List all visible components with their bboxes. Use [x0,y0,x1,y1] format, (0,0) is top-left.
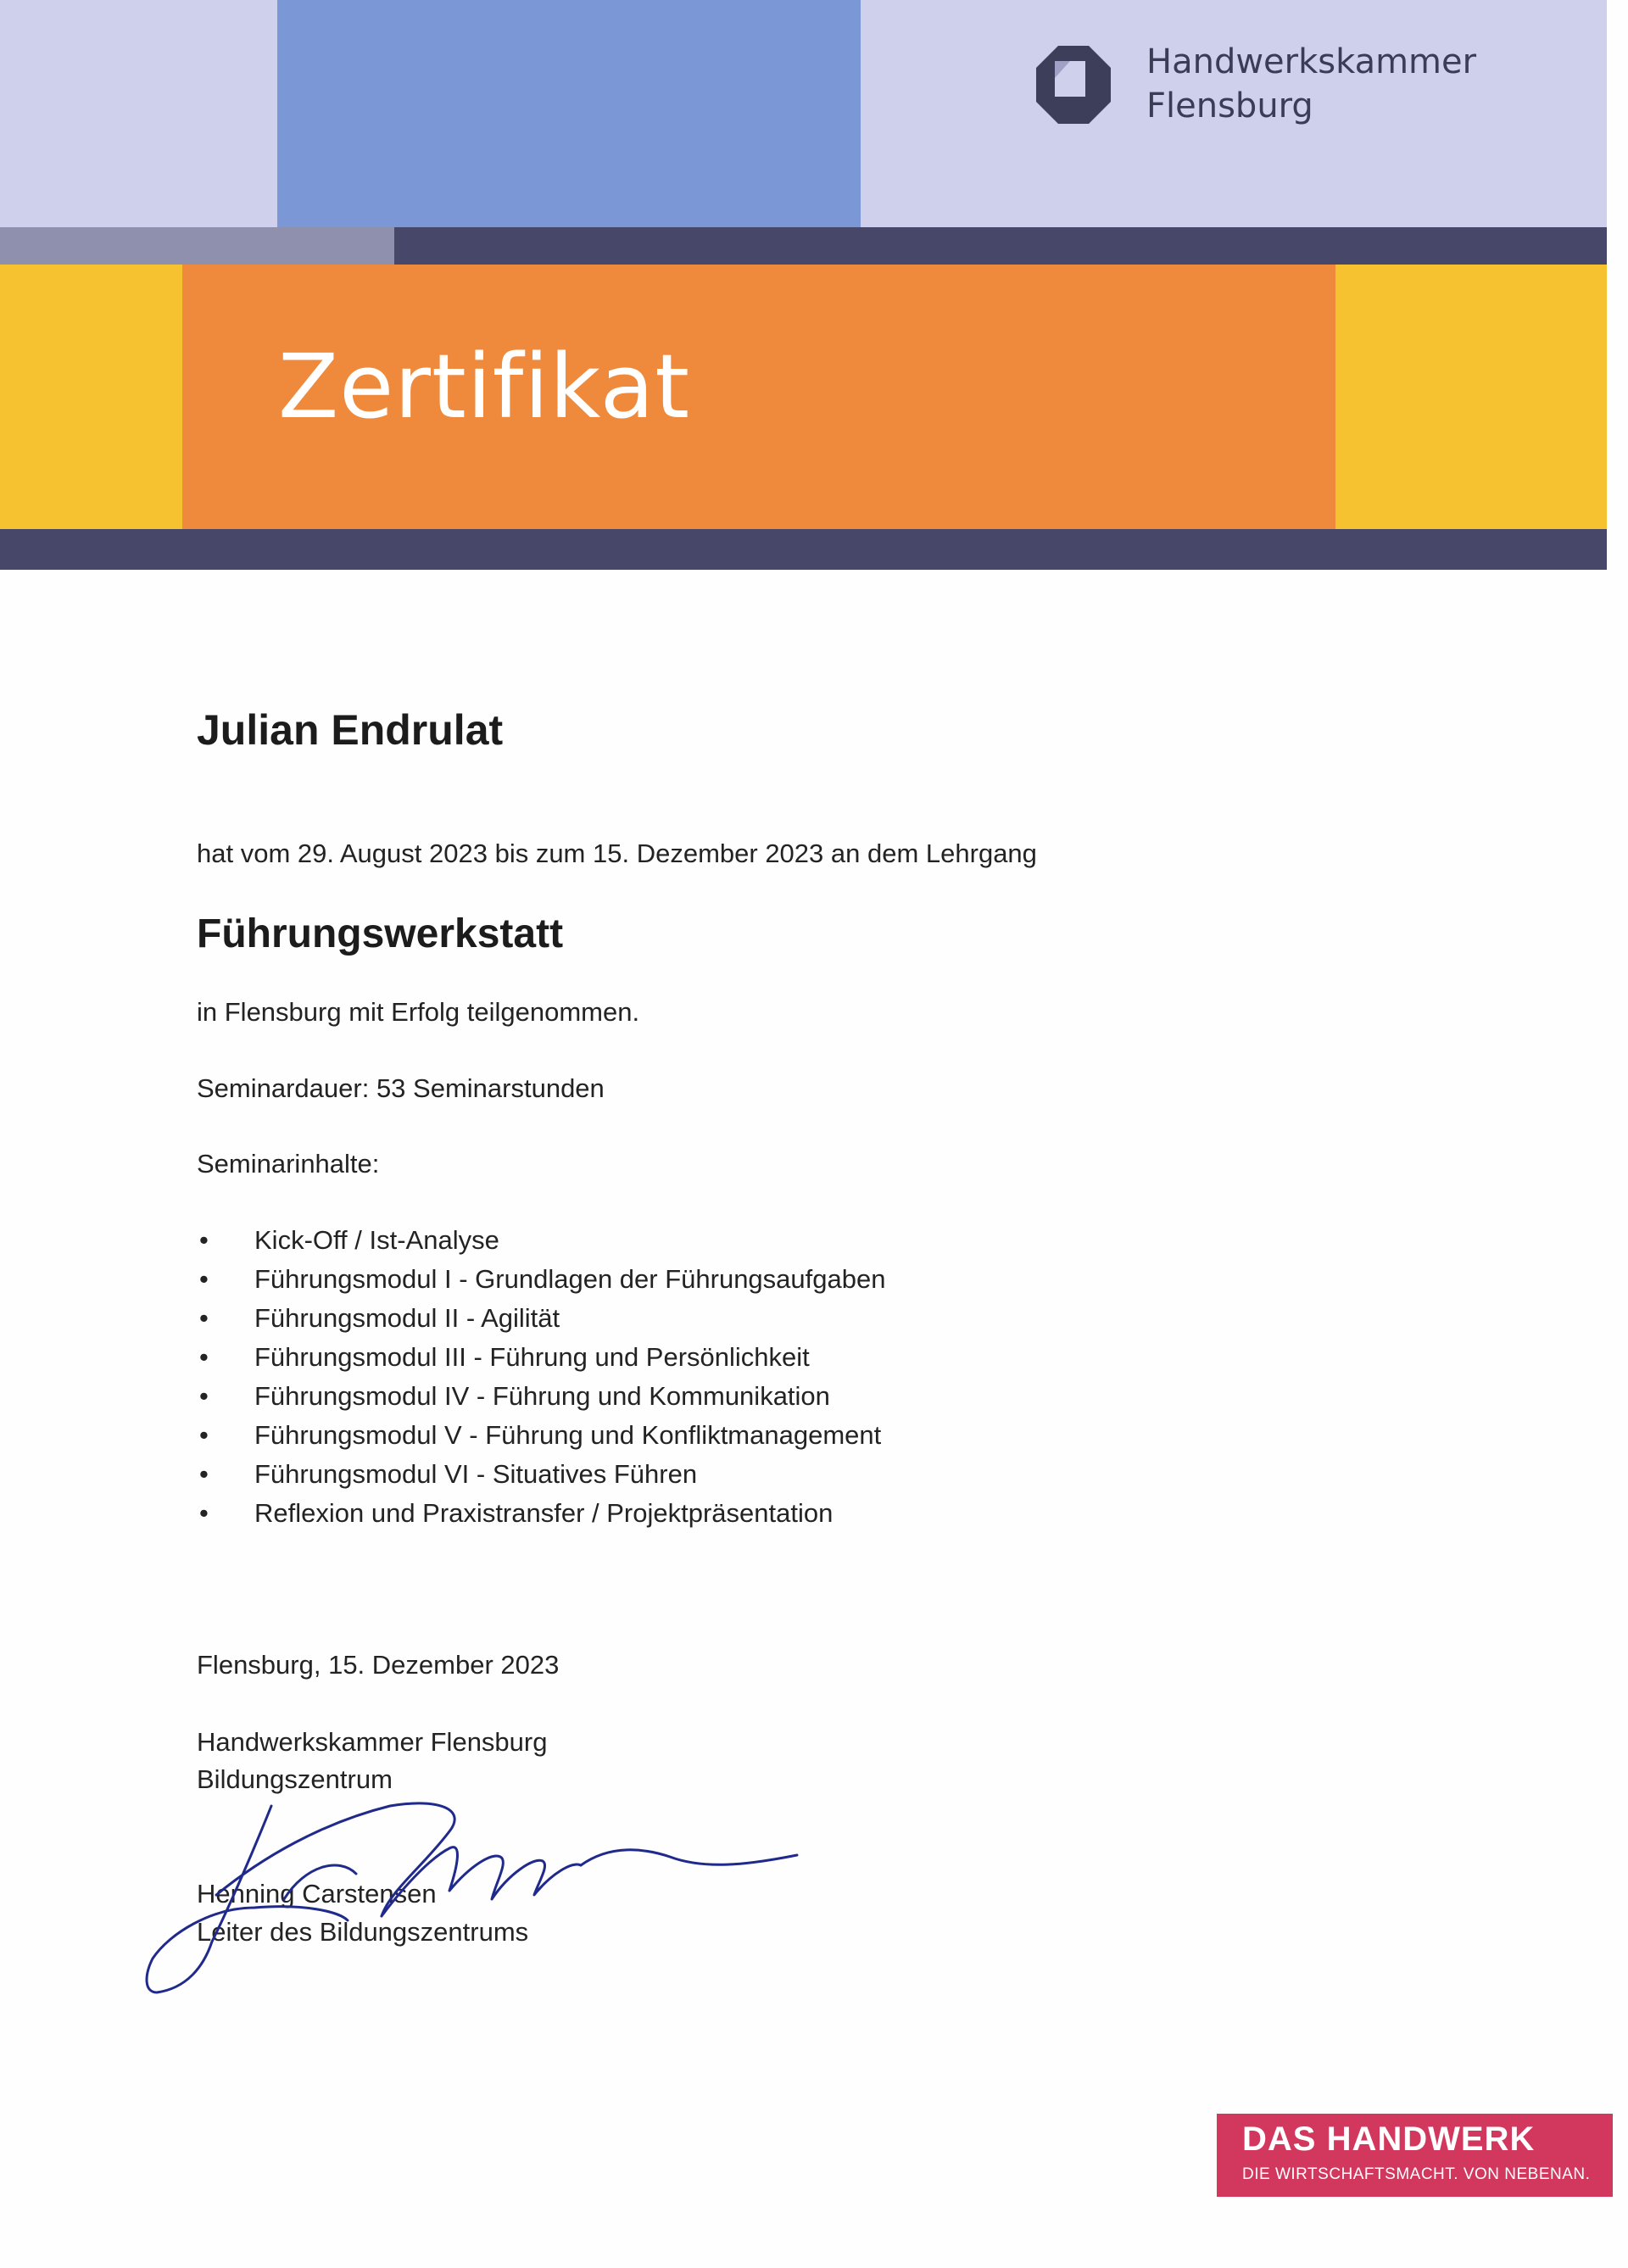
period-text: hat vom 29. August 2023 bis zum 15. Dezember 2023 an dem Lehrgang [197,839,1037,868]
bullet: • [199,1225,209,1255]
list-item [197,1260,885,1299]
list-item-text: Führungsmodul III - Führung und Persönlichkeit [254,1342,810,1372]
das-handwerk-logo [1217,2114,1613,2197]
list-item-text: Reflexion und Praxistransfer / Projektpräsentation [254,1498,834,1528]
bullet: • [199,1303,209,1333]
recipient-name: Julian Endrulat [197,706,504,754]
header-blue-block [277,0,861,227]
header-yellow-right [1335,265,1607,529]
list-item [197,1455,885,1494]
course-name: Führungswerkstatt [197,911,564,956]
issuer-line2: Bildungszentrum [197,1764,393,1794]
contents-heading: Seminarinhalte: [197,1149,380,1179]
list-item-text: Führungsmodul II - Agilität [254,1303,560,1333]
list-item-text: Führungsmodul VI - Situatives Führen [254,1459,698,1489]
header-stripe-grey [0,227,394,265]
certificate-title: Zertifikat [278,335,691,438]
org-name-line2: Flensburg [1146,86,1313,125]
list-item-text: Führungsmodul V - Führung und Konfliktmanagement [254,1420,882,1450]
header-yellow-left [0,265,182,529]
bullet: • [199,1381,209,1411]
signature-image [136,1764,814,2001]
header-stripe-navy [394,227,1607,265]
contents-list [197,1221,885,1533]
das-handwerk-claim: DIE WIRTSCHAFTSMACHT. VON NEBENAN. [1242,2165,1591,2183]
list-item-text: Führungsmodul IV - Führung und Kommunikation [254,1381,830,1411]
result-text: in Flensburg mit Erfolg teilgenommen. [197,997,640,1027]
signer-role: Leiter des Bildungszentrums [197,1917,529,1947]
bullet: • [199,1498,209,1528]
bullet: • [199,1342,209,1372]
duration-text: Seminardauer: 53 Seminarstunden [197,1073,605,1103]
list-item-text: Führungsmodul I - Grundlagen der Führungsaufgaben [254,1264,886,1294]
list-item [197,1377,885,1416]
bullet: • [199,1459,209,1489]
org-name-line1: Handwerkskammer [1146,42,1477,81]
place-date: Flensburg, 15. Dezember 2023 [197,1650,560,1680]
hwk-logo-icon [1036,46,1111,124]
list-item [197,1338,885,1377]
das-handwerk-wordmark: DAS HANDWERK [1242,2120,1536,2158]
header-bottom-stripe [0,529,1607,570]
bullet: • [199,1420,209,1450]
list-item [197,1494,885,1533]
list-item-text: Kick-Off / Ist-Analyse [254,1225,499,1255]
signer-name: Henning Carstensen [197,1879,437,1909]
issuer-line1: Handwerkskammer Flensburg [197,1727,548,1757]
bullet: • [199,1264,209,1294]
list-item [197,1299,885,1338]
list-item [197,1416,885,1455]
list-item [197,1221,885,1260]
